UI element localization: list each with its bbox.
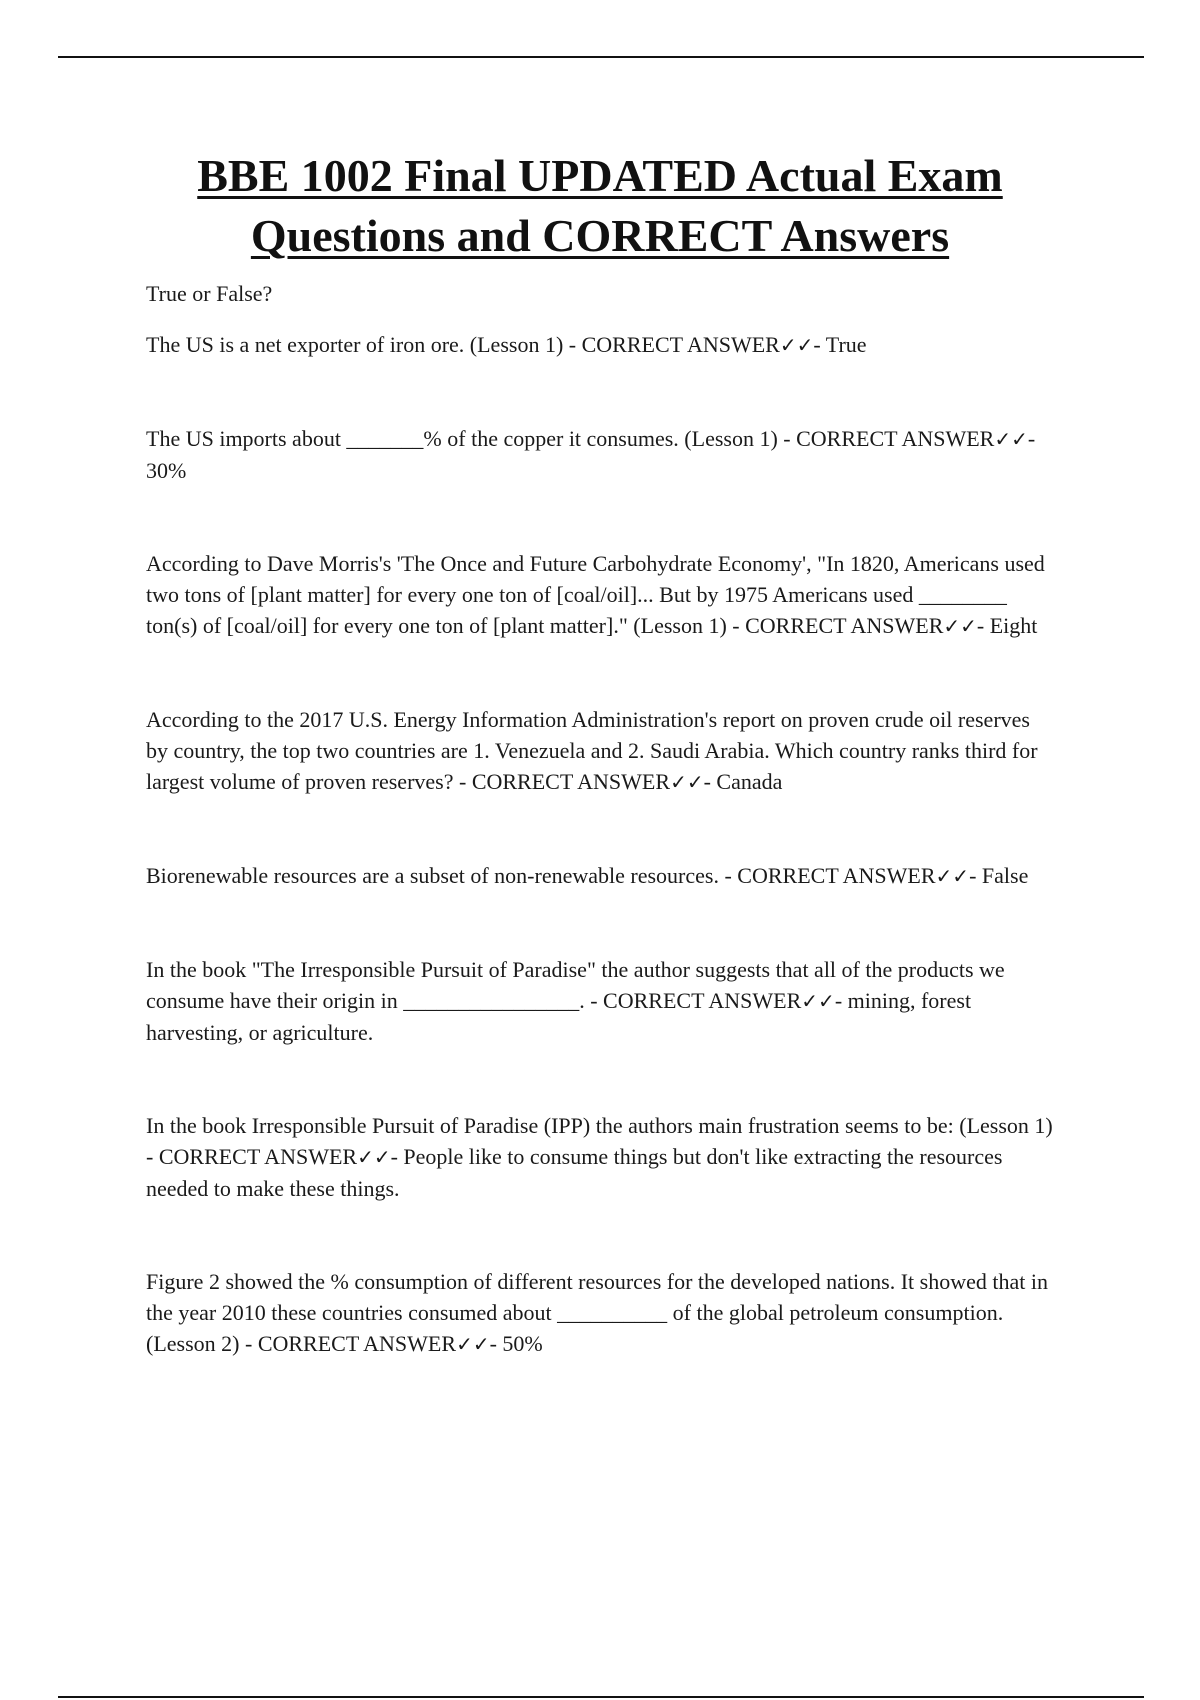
answer-text: - 50% — [489, 1331, 543, 1356]
top-rule — [58, 56, 1144, 58]
answer-text: - True — [813, 332, 867, 357]
question-text: The US imports about _______% of the copper it consumes. (Lesson 1) - — [146, 426, 797, 451]
answer-text: - 30% — [146, 426, 1036, 483]
answer-marker: CORRECT ANSWER — [745, 613, 944, 638]
qa-item — [146, 704, 1056, 798]
answer-text: - Eight — [976, 613, 1038, 638]
document-body — [146, 278, 1056, 1422]
answer-marker: CORRECT ANSWER — [581, 332, 780, 357]
question-text: In the book "The Irresponsible Pursuit of Paradise" the author suggests that all of the products we consume have their origin in ________________. - — [146, 957, 1005, 1013]
question-text: Biorenewable resources are a subset of non-renewable resources. - — [146, 863, 738, 888]
check-marks-icon: ✓✓ — [357, 1145, 391, 1169]
qa-item — [146, 860, 1056, 892]
qa-item — [146, 1266, 1056, 1360]
check-marks-icon: ✓✓ — [456, 1332, 490, 1356]
answer-marker: CORRECT ANSWER — [158, 1144, 358, 1169]
question-text: According to Dave Morris's 'The Once and Future Carbohydrate Economy', "In 1820, Americans used two tons of [plant matter] for every one ton of [coal/oil]... But by 1975 Americans used ________ ton(s) of [coal/oil] for every one ton of [plant matter]." (Lesson 1) - — [146, 551, 1045, 638]
answer-text: - People like to consume things but don't like extracting the resources needed to make these things. — [146, 1144, 1003, 1201]
qa-item — [146, 1110, 1056, 1204]
qa-item — [146, 329, 1056, 361]
answer-marker: CORRECT ANSWER — [737, 863, 936, 888]
answer-text: - False — [969, 863, 1029, 888]
question-text: According to the 2017 U.S. Energy Information Administration's report on proven crude oil reserves by country, the top two countries are 1. Venezuela and 2. Saudi Arabia. Which country ranks third for largest volume of proven reserves? - — [146, 707, 1038, 794]
answer-text: - Canada — [703, 769, 783, 794]
check-marks-icon: ✓✓ — [779, 333, 814, 357]
question-text: Figure 2 showed the % consumption of different resources for the developed nations. It showed that in the year 2010 these countries consumed about __________ of the global petroleum consumption. (Lesson 2) - — [146, 1269, 1048, 1356]
document-title — [100, 146, 1100, 266]
check-marks-icon: ✓✓ — [935, 864, 970, 888]
title-line-1: BBE 1002 Final UPDATED Actual Exam — [197, 150, 1003, 201]
answer-marker: CORRECT ANSWER — [257, 1331, 457, 1356]
check-marks-icon: ✓✓ — [801, 989, 835, 1013]
title-line-2: Questions and CORRECT Answers — [250, 210, 950, 261]
question-text: In the book Irresponsible Pursuit of Paradise (IPP) the authors main frustration seems to be: (Lesson 1) - — [146, 1113, 1053, 1169]
answer-marker: CORRECT ANSWER — [603, 988, 802, 1013]
bottom-rule — [58, 1696, 1144, 1698]
check-marks-icon: ✓✓ — [670, 770, 704, 794]
intro-text: True or False? — [146, 281, 273, 306]
answer-marker: CORRECT ANSWER — [471, 769, 671, 794]
qa-item — [146, 954, 1056, 1048]
answer-marker: CORRECT ANSWER — [796, 426, 995, 451]
question-text: The US is a net exporter of iron ore. (Lesson 1) - — [146, 332, 582, 357]
answer-text: - mining, forest harvesting, or agriculture. — [146, 988, 972, 1045]
check-marks-icon: ✓✓ — [994, 427, 1028, 451]
check-marks-icon: ✓✓ — [943, 614, 977, 638]
qa-item — [146, 423, 1056, 486]
qa-item — [146, 548, 1056, 642]
